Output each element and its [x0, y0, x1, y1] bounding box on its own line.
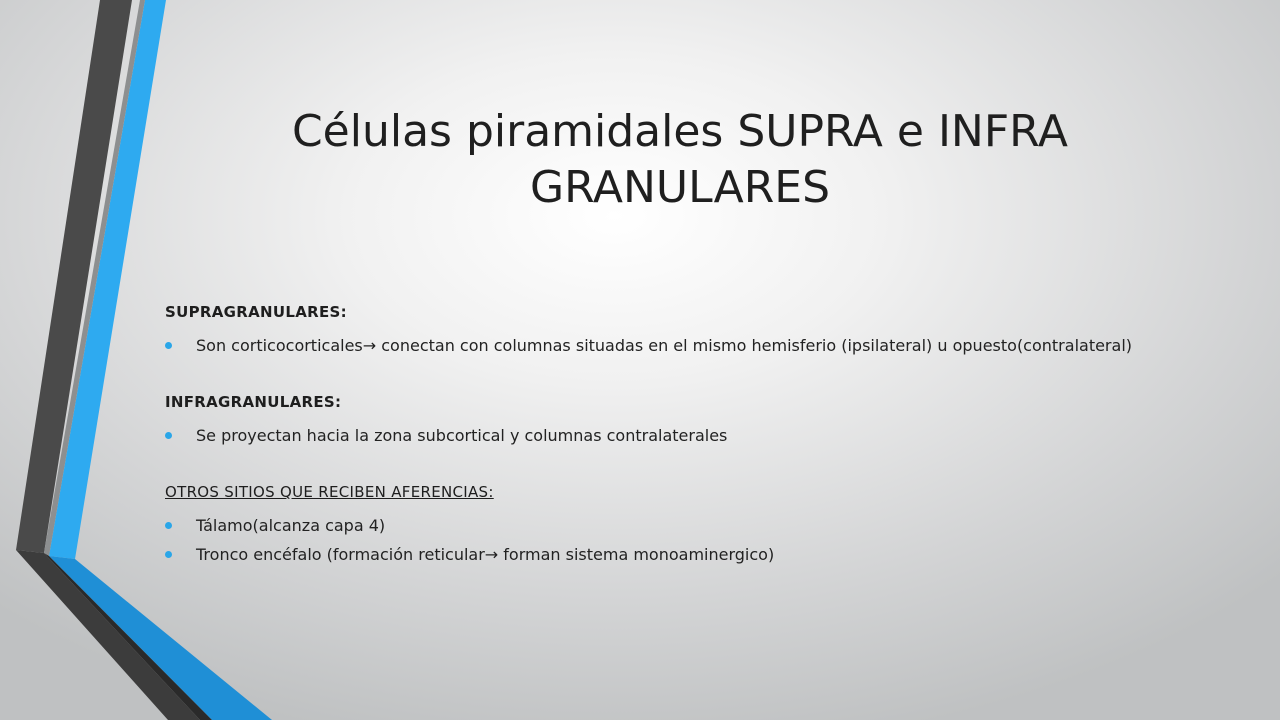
stripe-shadow	[44, 553, 212, 720]
dark-stripe-lower	[16, 550, 200, 720]
list-item	[165, 516, 1225, 535]
bullet-dot-icon	[165, 522, 172, 529]
slide-body	[165, 303, 1225, 564]
bullet-dot-icon	[165, 342, 172, 349]
section-heading-otros-sitios: OTROS SITIOS QUE RECIBEN AFERENCIAS:	[165, 483, 494, 501]
list-item	[165, 336, 1225, 355]
bullet-dot-icon	[165, 432, 172, 439]
list-item	[165, 545, 1225, 564]
list-item	[165, 426, 1225, 445]
section-heading-infragranulares: INFRAGRANULARES:	[165, 393, 342, 411]
slide-title: Células piramidales SUPRA e INFRA GRANULARES	[291, 106, 1069, 213]
bullet-dot-icon	[165, 551, 172, 558]
bullet-text: Se proyectan hacia la zona subcortical y columnas contralaterales	[196, 426, 728, 445]
bullet-text: Tálamo(alcanza capa 4)	[196, 516, 386, 535]
bullet-list-supragranulares	[165, 336, 1225, 355]
bullet-list-otros-sitios	[165, 516, 1225, 564]
bullet-text: Son corticocorticales→ conectan con columnas situadas en el mismo hemisferio (ipsilateral) u opuesto(contralateral)	[196, 336, 1132, 355]
bullet-list-infragranulares	[165, 426, 1225, 445]
section-heading-supragranulares: SUPRAGRANULARES:	[165, 303, 347, 321]
bullet-text: Tronco encéfalo (formación reticular→ forman sistema monoaminergico)	[196, 545, 775, 564]
